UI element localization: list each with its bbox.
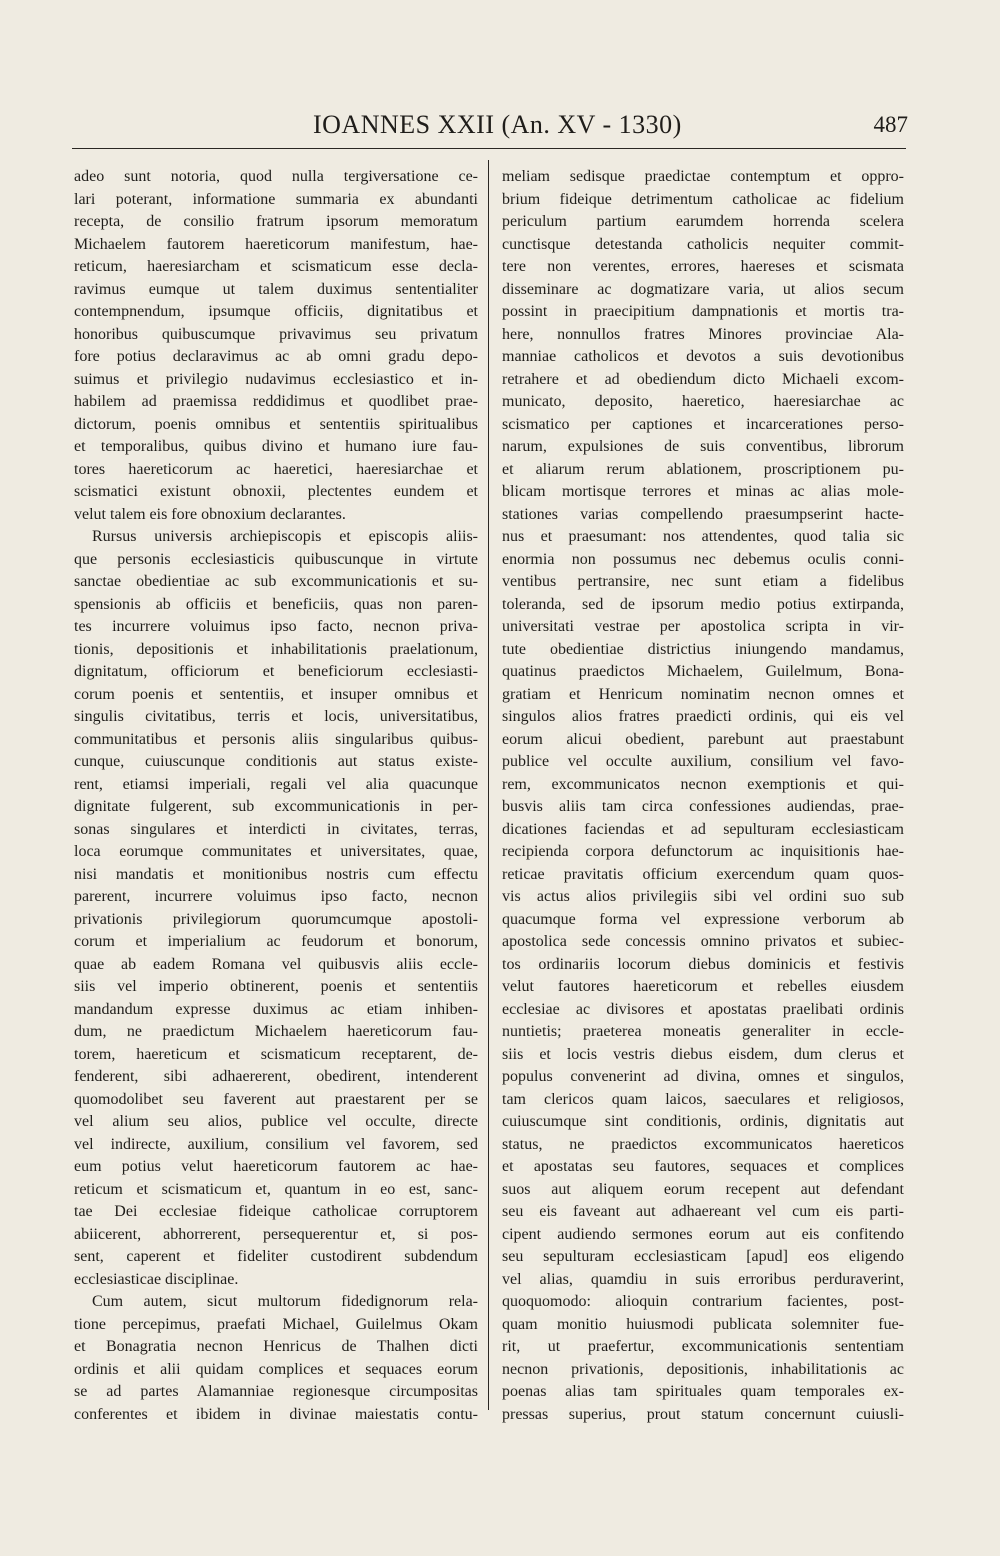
text-line: quacumque forma vel expressione verborum ab [502, 910, 904, 928]
text-line: parerent, incurrere voluimus ipso facto, necnon [74, 888, 478, 905]
text-line: tione percepimus, praefati Michael, Guilelmus Okam [74, 1315, 478, 1333]
text-line: universitati vestrae per apostolica scripta in vir- [502, 618, 904, 635]
text-line: narum, expulsiones de suis conventibus, librorum [502, 438, 904, 455]
text-line: torem, haereticum et scismaticum receptarent, de- [74, 1045, 478, 1063]
text-line: retrahere et ad obediendum dicto Michaeli excom- [502, 370, 904, 388]
text-line: abiicerent, abhorrerent, persequerentur et, si pos- [74, 1225, 478, 1243]
text-line: nuntietis; praeterea moneatis generaliter in eccle- [502, 1023, 904, 1040]
left-column [74, 166, 478, 1426]
text-line: tere non verentes, errores, haereses et scismata [502, 258, 904, 275]
text-line: et temporalibus, quibus divino et humano iure fau- [74, 438, 478, 455]
text-line: scismatici existunt obnoxii, plectentes eundem et [74, 483, 478, 500]
text-line: busvis aliis tam circa confessiones audiendas, prae- [502, 798, 904, 815]
text-line: spensionis ab officiis et beneficiis, quas non paren- [74, 595, 478, 613]
text-line: siis et locis vestris diebus eisdem, dum clerus et [502, 1045, 904, 1063]
text-line: gratiam et Henricum nominatim necnon omnes et [502, 685, 904, 703]
page-number: 487 [873, 112, 908, 137]
text-line: et apostatas seu fautores, sequaces et complices [502, 1158, 904, 1175]
text-line: tos ordinariis locorum diebus dominicis et festivis [502, 955, 904, 973]
text-line: Michaelem fautorem haereticorum manifestum, hae- [74, 235, 478, 253]
text-line: et Bonagratia necnon Henricus de Thalhen dicti [74, 1338, 478, 1355]
text-line: dignitatum, officiorum et beneficiorum ecclesiasti- [74, 663, 478, 680]
running-header [68, 110, 908, 150]
text-line: communitatibus et personis aliis singularibus quibus- [74, 730, 478, 748]
text-line: manniae catholicos et devotos a suis devotionibus [502, 348, 904, 365]
text-line: vel alias, quamdiu in suis erroribus perduraverint, [502, 1270, 904, 1288]
text-line: enormia non possumus nec debemus oculis conni- [502, 550, 904, 568]
text-line: loca eorumque communitates et universitates, quae, [74, 843, 478, 860]
column-divider [488, 160, 489, 1410]
text-line: velut fautores haereticorum et rebelles eiusdem [502, 978, 904, 995]
text-line: tae Dei ecclesiae fideique catholicae corruptorem [74, 1203, 478, 1220]
text-line: stationes varias compellendo praesumpserint hacte- [502, 505, 904, 523]
text-line: here, nonnullos fratres Minores provinciae Ala- [502, 325, 904, 343]
text-line: dicationes faciendas et ad sepulturam ecclesiasticam [502, 820, 904, 838]
text-line: suimus et privilegio nudavimus ecclesiastico et in- [74, 370, 478, 388]
text-line: adeo sunt notoria, quod nulla tergiversatione ce- [74, 168, 478, 185]
text-line: conferentes et ibidem in divinae maiestatis contu- [74, 1405, 478, 1423]
text-line: recepta, de consilio fratrum ipsorum memoratum [74, 213, 478, 230]
text-line: recipienda corpora defunctorum ac inquisitionis hae- [502, 843, 904, 860]
text-line: quomodolibet seu faverent aut praestarent per se [74, 1090, 478, 1108]
text-line: vel indirecte, auxilium, consilium vel favorem, sed [74, 1135, 478, 1153]
text-line: corum poenis et sententiis, et insuper omnibus et [74, 685, 478, 703]
text-line: reticum et scismaticum et, quantum in eo est, sanc- [74, 1180, 478, 1198]
text-line: se ad partes Alamanniae regionesque circumpositas [74, 1383, 478, 1400]
text-line: fenderent, sibi adhaererent, obedirent, intenderent [74, 1068, 478, 1085]
text-line: scismatico per captiones et incarcerationes perso- [502, 415, 904, 433]
text-line: vel alium seu alios, publice vel occulte, directe [74, 1113, 478, 1130]
text-line: mandandum expresse duximus ac etiam inhiben- [74, 1000, 478, 1018]
text-line: dum, ne praedictum Michaelem haereticorum fau- [74, 1023, 478, 1040]
text-line: eorum alicui obedient, parebunt aut praestabunt [502, 730, 904, 748]
text-line: vis actus alios privilegiis sibi vel ordini suo sub [502, 888, 904, 905]
text-line: lari poterant, informatione summaria ex abundanti [74, 190, 478, 208]
text-line: brium fideique detrimentum catholicae ac fidelium [502, 190, 904, 208]
text-line: sent, caperent et fideliter custodirent subdendum [74, 1248, 478, 1265]
text-line: corum et imperialium ac feudorum et bonorum, [74, 933, 478, 950]
text-line: rem, excommunicatos necnon exemptionis et qui- [502, 775, 904, 793]
text-line: meliam sedisque praedictae contemptum et oppro- [502, 168, 904, 185]
text-line: singulos alios fratres praedicti ordinis, qui eis vel [502, 708, 904, 725]
text-line: ecclesiae ac divisores et apostatas praelibati ordinis [502, 1000, 904, 1018]
text-line: ecclesiasticae disciplinae. [74, 1270, 239, 1288]
text-line: fore potius declaravimus ac ab omni gradu depo- [74, 348, 478, 365]
text-line: tores haereticorum ac haeretici, haeresiarchae et [74, 460, 478, 478]
text-line: sonas singulares et interdicti in civitates, terras, [74, 820, 478, 838]
text-line: et aliarum rerum ablationem, proscriptionem pu- [502, 460, 904, 478]
text-line: suos aut aliquem eorum recepent aut defendant [502, 1180, 904, 1198]
text-line: cipent audiendo sermones eorum aut eis confitendo [502, 1225, 904, 1243]
text-line: tute obedientiae districtius iniungendo mandamus, [502, 640, 904, 658]
text-line: possint in praecipitium dampnationis et mortis tra- [502, 303, 904, 320]
text-line: honoribus quibuscumque privavimus seu privatum [74, 325, 478, 343]
text-line: status, ne praedictos excommunicatos haereticos [502, 1135, 904, 1153]
text-line: disseminare ac dogmatizare varia, ut alios secum [502, 280, 904, 298]
text-line: dignitate fulgerent, sub excommunicationis in per- [74, 798, 478, 815]
text-line: habilem ad praemissa reddidimus et quodlibet prae- [74, 393, 478, 410]
text-line: tionis, depositionis et inhabilitationis praelationum, [74, 640, 478, 658]
header-rule [72, 148, 906, 149]
text-line: ventibus pertransire, nec sunt etiam a fidelibus [502, 573, 904, 590]
text-line: necnon privationis, depositionis, inhabilitationis ac [502, 1360, 904, 1378]
running-title: IOANNES XXII (An. XV - 1330) [313, 110, 682, 139]
text-line: toleranda, sed de ipsorum medio potius extirpanda, [502, 595, 904, 613]
text-line: cuiuscumque sint conditionis, ordinis, dignitatis aut [502, 1113, 904, 1130]
text-line: contempnendum, ipsumque officiis, dignitatibus et [74, 303, 478, 320]
text-line: que personis ecclesiasticis quibuscunque in virtute [74, 550, 478, 568]
text-line: quatinus praedictos Michaelem, Guilelmum, Bona- [502, 663, 904, 680]
text-line: municato, deposito, haeretico, haeresiarchae ac [502, 393, 904, 410]
text-line: apostolica sede concessis omnino privatos et subiec- [502, 933, 904, 950]
text-line: rit, ut praefertur, excommunicationis sententiam [502, 1338, 904, 1355]
text-line: sanctae obedientiae ac sub excommunicationis et su- [74, 573, 478, 590]
text-line: populus convenerint ad divina, omnes et singulos, [502, 1068, 904, 1085]
text-line: quoquomodo: alioquin contrarium facientes, post- [502, 1293, 904, 1310]
text-line: quam monitio huiusmodi publicata solemniter fue- [502, 1315, 904, 1333]
text-line: reticae pravitatis officium exercendum quam quos- [502, 865, 904, 883]
text-line: cunque, cuiuscunque conditionis aut status existe- [74, 753, 478, 770]
text-line: dictorum, poenis omnibus et sententiis spiritualibus [74, 415, 478, 433]
text-line: nisi mandatis et monitionibus nostris cum effectu [74, 865, 478, 883]
text-line: privationis privilegiorum quorumcumque apostoli- [74, 910, 478, 928]
text-line: rent, etiamsi imperiali, regali vel alia quacunque [74, 775, 478, 793]
right-column [502, 166, 904, 1426]
text-line: seu eis faveant aut adhaereant vel cum eis parti- [502, 1203, 904, 1220]
text-line: tam clericos quam laicos, saeculares et religiosos, [502, 1090, 904, 1108]
text-line: siis vel imperio obtinerent, poenis et sententiis [74, 978, 478, 995]
text-line: blicam mortisque terrores et minas ac alias mole- [502, 483, 904, 500]
text-line: quae ab eadem Romana vel quibusvis aliis eccle- [74, 955, 478, 973]
text-line: velut talem eis fore obnoxium declarantes. [74, 505, 346, 523]
text-line: eum potius velut haereticorum fautorem ac hae- [74, 1158, 478, 1175]
text-line: poenas alias tam spirituales quam temporales ex- [502, 1383, 904, 1400]
text-line: singulis civitatibus, terris et locis, universitatibus, [74, 708, 478, 725]
text-line: reticum, haeresiarcham et scismaticum esse decla- [74, 258, 478, 275]
text-line: seu sepulturam ecclesiasticam [apud] eos eligendo [502, 1248, 904, 1265]
text-line: nus et praesumant: nos attendentes, quod talia sic [502, 528, 904, 545]
text-line: ravimus eumque ut talem duximus sententialiter [74, 280, 478, 298]
text-line: periculum partium earumdem horrenda scelera [502, 213, 904, 230]
text-line: ordinis et alii quidam complices et sequaces eorum [74, 1360, 478, 1378]
text-line: cunctisque detestanda catholicis nequiter commit- [502, 235, 904, 253]
text-line: pressas superius, prout statum concernunt cuiusli- [502, 1405, 904, 1423]
text-line: Cum autem, sicut multorum fidedignorum rela- [92, 1293, 478, 1310]
text-line: publice vel occulte auxilium, consilium vel favo- [502, 753, 904, 770]
text-line: Rursus universis archiepiscopis et episcopis aliis- [92, 528, 478, 545]
text-line: tes incurrere voluimus ipso facto, necnon priva- [74, 618, 478, 635]
